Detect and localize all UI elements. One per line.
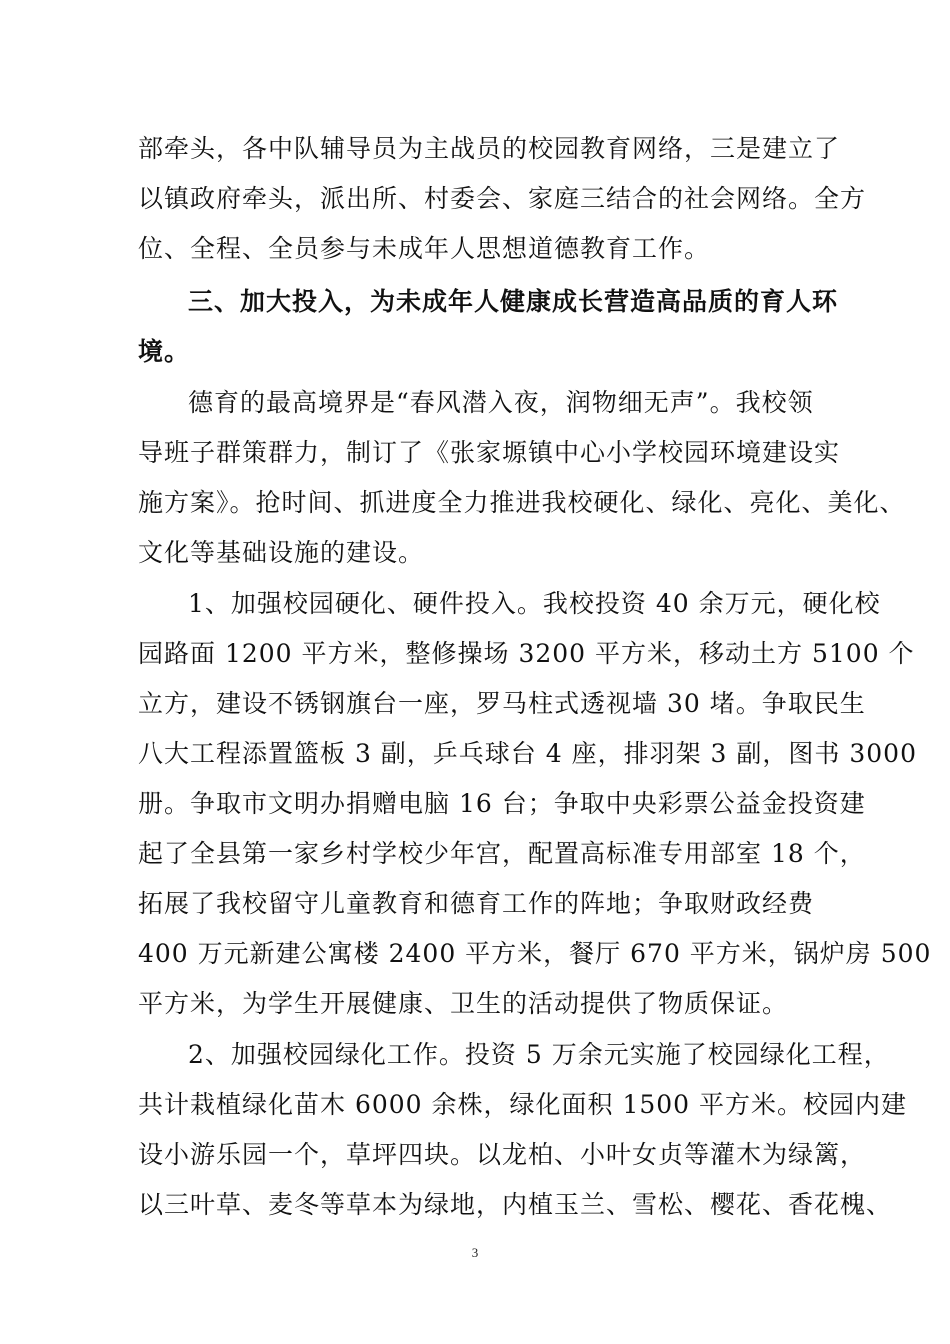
text-line: 德育的最高境界是“春风潜入夜，润物细无声”。我校领 bbox=[188, 388, 814, 417]
text-line: 部牵头，各中队辅导员为主战员的校园教育网络，三是建立了 bbox=[138, 134, 841, 163]
text-line: 位、全程、全员参与未成年人思想道德教育工作。 bbox=[138, 234, 711, 263]
text-line: 文化等基础设施的建设。 bbox=[138, 538, 425, 567]
text-line: 导班子群策群力，制订了《张家塬镇中心小学校园环境建设实 bbox=[138, 438, 841, 467]
text-line: 立方，建设不锈钢旗台一座，罗马柱式透视墙 30 堵。争取民生 bbox=[138, 689, 866, 718]
section-heading: 三、加大投入，为未成年人健康成长营造高品质的育人环 bbox=[188, 287, 839, 316]
text-line: 以镇政府牵头，派出所、村委会、家庭三结合的社会网络。全方 bbox=[138, 184, 867, 213]
page-number: 3 bbox=[471, 1245, 479, 1260]
text-line: 拓展了我校留守儿童教育和德育工作的阵地；争取财政经费 bbox=[138, 889, 815, 918]
section-heading-continued: 境。 bbox=[138, 337, 191, 366]
text-line: 园路面 1200 平方米，整修操场 3200 平方米，移动土方 5100 个 bbox=[138, 639, 915, 668]
text-line: 400 万元新建公寓楼 2400 平方米，餐厅 670 平方米，锅炉房 500 bbox=[138, 939, 932, 968]
text-line: 八大工程添置篮板 3 副，乒乓球台 4 座，排羽架 3 副，图书 3000 bbox=[138, 739, 917, 768]
text-line: 起了全县第一家乡村学校少年宫，配置高标准专用部室 18 个， bbox=[138, 839, 866, 868]
text-line: 册。争取市文明办捐赠电脑 16 台；争取中央彩票公益金投资建 bbox=[138, 789, 866, 818]
text-line: 平方米，为学生开展健康、卫生的活动提供了物质保证。 bbox=[138, 989, 789, 1018]
text-line: 施方案》。抢时间、抓进度全力推进我校硬化、绿化、亮化、美化、 bbox=[138, 488, 906, 517]
text-line: 设小游乐园一个，草坪四块。以龙柏、小叶女贞等灌木为绿篱， bbox=[138, 1140, 867, 1169]
text-line: 以三叶草、麦冬等草本为绿地，内植玉兰、雪松、樱花、香花槐、 bbox=[138, 1190, 893, 1219]
text-line: 2、加强校园绿化工作。投资 5 万余元实施了校园绿化工程， bbox=[188, 1040, 890, 1069]
text-line: 共计栽植绿化苗木 6000 余株，绿化面积 1500 平方米。校园内建 bbox=[138, 1090, 908, 1119]
text-line: 1、加强校园硬化、硬件投入。我校投资 40 余万元，硬化校 bbox=[188, 589, 881, 618]
